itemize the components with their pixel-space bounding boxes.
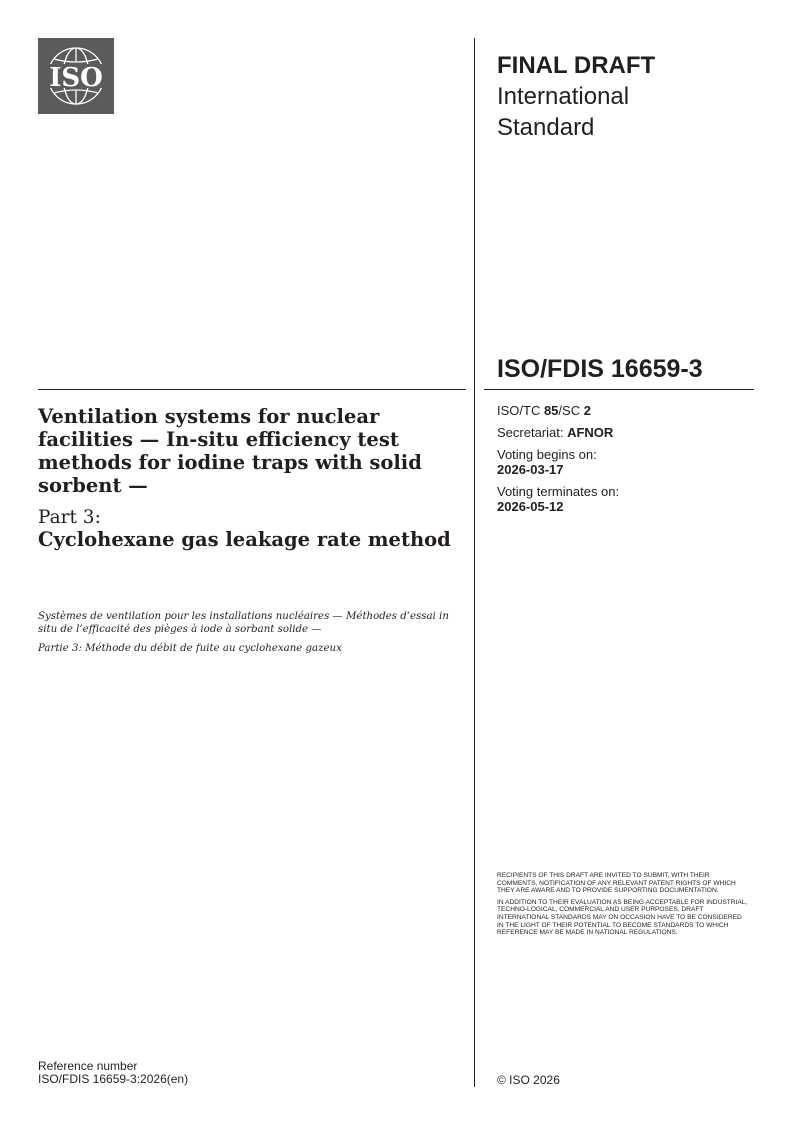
reference-label: Reference number [38,1059,138,1073]
vertical-divider [474,38,475,1087]
status-final-draft: FINAL DRAFT [497,52,656,79]
committee-sc: 2 [583,403,591,418]
voting-terminates-label: Voting terminates on: [497,484,620,499]
french-title-part: Partie 3: Méthode du débit de fuite au cyclohexane gazeux [38,643,342,654]
voting-begins [497,447,747,477]
copyright: © ISO 2026 [497,1073,560,1087]
logo-text: ISO [49,63,103,93]
status-standard: Standard [497,114,595,141]
committee-sep: /SC [558,403,584,418]
document-meta [497,403,747,521]
committee-prefix: ISO/TC [497,403,544,418]
notice-paragraph-2: IN ADDITION TO THEIR EVALUATION AS BEING ACCEPTABLE FOR INDUSTRIAL, TECHNO-LOGICAL, COMMERCIAL AND USER PURPOSES, DRAFT INTERNATIONAL STANDARDS MAY ON OCCASION HAVE TO BE CONSIDERED IN THE LIGHT OF THEIR POTENTIAL TO BECOME STANDARDS TO WHICH REFERENCE MAY BE MADE IN NATIONAL REGULATIONS. [497,898,748,937]
document-status [497,50,757,143]
voting-terminates [497,484,747,514]
voting-begins-date: 2026-03-17 [497,462,564,477]
secretariat-value: AFNOR [567,425,614,440]
globe-icon [38,38,114,114]
voting-terminates-date: 2026-05-12 [497,499,564,514]
secretariat-label: Secretariat: [497,425,568,440]
title-rule-right [484,389,754,390]
voting-begins-label: Voting begins on: [497,447,597,462]
french-title [38,611,458,663]
title-rule-left [38,389,466,390]
reference-number [38,1060,188,1086]
iso-logo [38,38,114,114]
notice-paragraph-1: RECIPIENTS OF THIS DRAFT ARE INVITED TO SUBMIT, WITH THEIR COMMENTS, NOTIFICATION OF ANY RELEVANT PATENT RIGHTS OF WHICH THEY ARE AWARE AND TO PROVIDE SUPPORTING DOCUMENTATION. [497,872,736,895]
title-block [38,405,458,551]
status-international: International [497,83,630,110]
document-number: ISO/FDIS 16659-3 [497,355,703,383]
part-label: Part 3: [38,507,101,528]
committee-tc: 85 [543,403,559,418]
committee [497,403,747,418]
secretariat [497,425,747,440]
document-title: Ventilation systems for nuclear facilities — In-situ efficiency test methods for iodine traps with solid sorbent — [38,405,422,497]
french-title-main: Systèmes de ventilation pour les installations nucléaires — Méthodes d’essai in situ de l’efficacité des pièges à iode à sorbant solide — [38,611,449,635]
part-title: Cyclohexane gas leakage rate method [38,528,451,551]
reference-value: ISO/FDIS 16659-3:2026(en) [38,1072,189,1086]
draft-notice [497,872,749,941]
